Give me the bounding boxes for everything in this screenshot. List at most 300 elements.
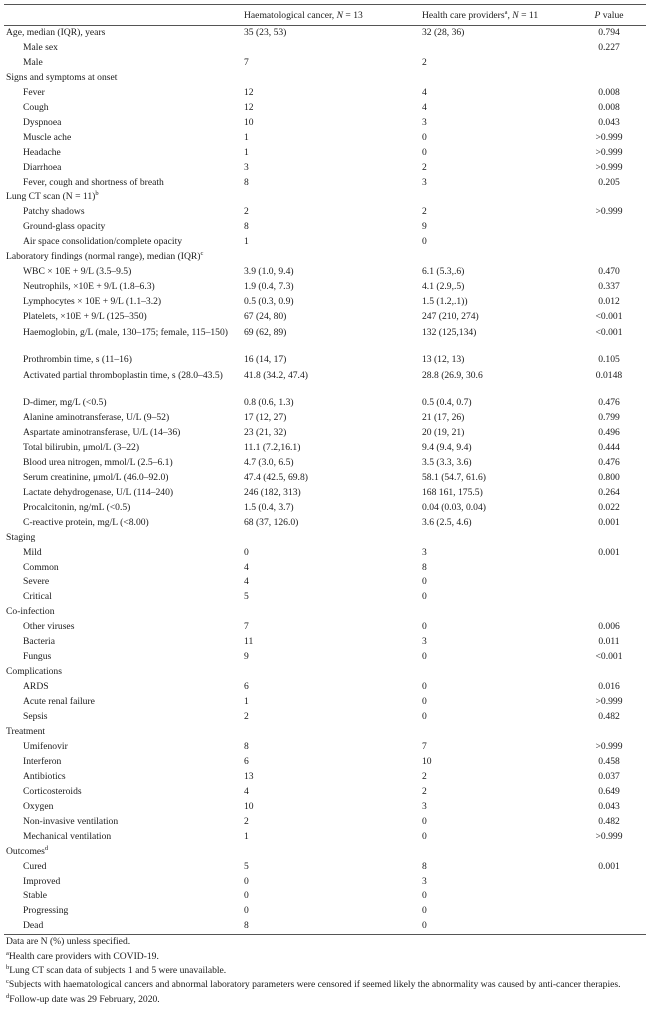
- haematological-value: 11.1 (7.2,16.1): [244, 441, 301, 453]
- table-row: [4, 546, 646, 561]
- table-row: [4, 471, 646, 486]
- haematological-value: 68 (37, 126.0): [244, 516, 299, 528]
- table-row: [4, 176, 646, 191]
- table-row: [4, 725, 646, 740]
- p-value: 0.482: [598, 711, 620, 723]
- p-value: 0.001: [598, 516, 620, 528]
- providers-value: 28.8 (26.9, 30.6: [422, 370, 483, 382]
- row-label: Prothrombin time, s (11–16): [23, 354, 132, 366]
- haematological-value: 7: [244, 621, 249, 633]
- row-label: Lymphocytes × 10E + 9/L (1.1–3.2): [23, 296, 162, 308]
- table-row: [4, 501, 646, 516]
- row-label: Activated partial thromboplastin time, s (28.0–43.5): [23, 370, 223, 382]
- haematological-value: 1: [244, 236, 249, 248]
- haematological-value: 1: [244, 146, 249, 158]
- providers-value: 0: [422, 830, 427, 842]
- p-value: [570, 845, 646, 860]
- p-value: 0.001: [598, 546, 620, 558]
- providers-value: 0: [422, 236, 427, 248]
- p-value: 0.470: [598, 266, 620, 278]
- providers-value: 10: [422, 755, 432, 767]
- table-row: [4, 325, 646, 353]
- table-row: [4, 26, 646, 41]
- providers-value: [420, 665, 570, 680]
- footnote: $^a$Health care providers with COVID-19.: [6, 949, 159, 962]
- haematological-value: 0.5 (0.3, 0.9): [244, 296, 294, 308]
- row-label: Lactate dehydrogenase, U/L (114–240): [23, 486, 174, 498]
- p-value: 0.006: [598, 621, 620, 633]
- section-heading: Treatment: [6, 725, 46, 737]
- table-row: [4, 56, 646, 71]
- providers-value: [420, 41, 570, 56]
- p-value: [570, 71, 646, 86]
- row-label: Alanine aminotransferase, U/L (9–52): [23, 411, 170, 423]
- haematological-value: 6: [244, 681, 249, 693]
- haematological-value: 2: [244, 711, 249, 723]
- providers-value: 3.6 (2.5, 4.6): [422, 516, 472, 528]
- p-value: 0.105: [598, 354, 620, 366]
- haematological-value: 9: [244, 651, 249, 663]
- table-row: [4, 740, 646, 755]
- row-label: Aspartate aminotransferase, U/L (14–36): [23, 426, 181, 438]
- row-label: Mechanical ventilation: [23, 830, 112, 842]
- row-label: Fever, cough and shortness of breath: [23, 176, 164, 188]
- row-label: Male sex: [23, 41, 58, 53]
- providers-value: [420, 605, 570, 620]
- table-row: [4, 116, 646, 131]
- providers-value: 4: [422, 101, 427, 113]
- header-health-care-providers: Health care providers$^a$, N = 11: [420, 5, 570, 26]
- providers-value: 2: [422, 56, 427, 68]
- table-row: [4, 845, 646, 860]
- section-heading: Laboratory findings (normal range), median (IQR)$^c$: [6, 250, 204, 263]
- p-value: [570, 725, 646, 740]
- p-value: 0.799: [598, 411, 620, 423]
- section-heading: Signs and symptoms at onset: [6, 71, 118, 83]
- providers-value: 21 (17, 26): [422, 411, 465, 423]
- p-value: [570, 605, 646, 620]
- p-value: [570, 904, 646, 919]
- row-label: Interferon: [23, 755, 62, 767]
- p-value: 0.227: [598, 41, 620, 53]
- table-row: [4, 770, 646, 785]
- table-row: [4, 830, 646, 845]
- footnote: $^b$Lung CT scan data of subjects 1 and 5 were unavailable.: [6, 964, 227, 977]
- table-body: [4, 26, 646, 935]
- p-value: [570, 561, 646, 576]
- haematological-value: [242, 845, 420, 860]
- row-label: Umifenovir: [23, 740, 68, 752]
- table-row: [4, 220, 646, 235]
- p-value: [570, 56, 646, 71]
- p-value: 0.022: [598, 501, 620, 513]
- haematological-value: 8: [242, 919, 420, 934]
- table-row: [4, 146, 646, 161]
- haematological-value: 67 (24, 80): [244, 311, 287, 323]
- row-label: C-reactive protein, mg/L (<8.00): [23, 516, 149, 528]
- row-label: Mild: [23, 546, 42, 558]
- row-label: Air space consolidation/complete opacity: [23, 236, 183, 248]
- haematological-value: 246 (182, 313): [244, 486, 301, 498]
- haematological-value: 4: [244, 576, 249, 588]
- row-label: Haemoglobin, g/L (male, 130–175; female, 115–150): [23, 327, 228, 339]
- haematological-value: 23 (21, 32): [244, 426, 287, 438]
- section-heading: Co-infection: [6, 606, 55, 618]
- haematological-value: [242, 250, 420, 265]
- table-row: [4, 635, 646, 650]
- table-row: [4, 904, 646, 919]
- table-row: [4, 41, 646, 56]
- table-row: [4, 531, 646, 546]
- row-label: Progressing: [23, 905, 69, 917]
- table-header-row: [4, 5, 646, 26]
- table-row: [4, 71, 646, 86]
- haematological-value: 35 (23, 53): [244, 27, 287, 38]
- p-value: 0.444: [598, 441, 620, 453]
- haematological-value: 0: [244, 890, 249, 902]
- row-label: Corticosteroids: [23, 785, 82, 797]
- table-row: [4, 161, 646, 176]
- row-label: D-dimer, mg/L (<0.5): [23, 397, 107, 409]
- haematological-value: 4: [244, 561, 249, 573]
- p-value: <0.001: [595, 311, 623, 323]
- p-value: 0.482: [598, 815, 620, 827]
- header-haematological-cancer: Haematological cancer, N = 13: [242, 5, 420, 26]
- table-row: [4, 620, 646, 635]
- providers-value: 168 161, 175.5): [422, 486, 483, 498]
- row-label: Bacteria: [23, 636, 55, 648]
- table-row: [4, 353, 646, 368]
- haematological-value: 5: [244, 591, 249, 603]
- table-row: [4, 605, 646, 620]
- p-value: >0.999: [595, 131, 623, 143]
- p-value: 0.043: [598, 800, 620, 812]
- providers-value: 0: [420, 919, 570, 934]
- providers-value: 2: [422, 785, 427, 797]
- haematological-value: 4: [244, 785, 249, 797]
- haematological-value: 17 (12, 27): [244, 411, 287, 423]
- haematological-value: [242, 605, 420, 620]
- table-row: [4, 680, 646, 695]
- p-value: >0.999: [595, 206, 623, 218]
- haematological-value: 2: [244, 206, 249, 218]
- haematological-value: 11: [244, 636, 254, 648]
- haematological-value: 1.9 (0.4, 7.3): [244, 281, 294, 293]
- p-value: 0.008: [598, 101, 620, 113]
- table-row: [4, 815, 646, 830]
- table-row: [4, 205, 646, 220]
- section-heading: Staging: [6, 531, 36, 543]
- row-label: Ground-glass opacity: [23, 221, 106, 233]
- providers-value: 3: [422, 546, 427, 558]
- footnote: Data are N (%) unless specified.: [6, 936, 131, 947]
- table-row: [4, 575, 646, 590]
- table-row: [4, 590, 646, 605]
- row-label: ARDS: [23, 681, 49, 693]
- table-row: [4, 650, 646, 665]
- row-label: Headache: [23, 146, 61, 158]
- header-p-value: P value: [570, 5, 646, 26]
- row-label: Other viruses: [23, 621, 75, 633]
- haematological-value: 41.8 (34.2, 47.4): [244, 370, 308, 382]
- p-value: [570, 919, 646, 934]
- table-row: [4, 250, 646, 265]
- table-row: [4, 265, 646, 280]
- table-row: [4, 665, 646, 680]
- providers-value: 0: [422, 815, 427, 827]
- providers-value: 0: [422, 890, 427, 902]
- providers-value: [420, 71, 570, 86]
- providers-value: 0: [422, 681, 427, 693]
- row-label: WBC × 10E + 9/L (3.5–9.5): [23, 266, 132, 278]
- row-label: Procalcitonin, ng/mL (<0.5): [23, 501, 131, 513]
- providers-value: 8: [422, 860, 427, 872]
- p-value: [570, 250, 646, 265]
- p-value: 0.0148: [595, 370, 623, 382]
- table-row: [4, 310, 646, 325]
- row-label: Cough: [23, 101, 49, 113]
- p-value: >0.999: [595, 161, 623, 173]
- table-row: [4, 800, 646, 815]
- table-row: [4, 516, 646, 531]
- row-label: Blood urea nitrogen, mmol/L (2.5–6.1): [23, 456, 173, 468]
- providers-value: 8: [422, 561, 427, 573]
- p-value: >0.999: [595, 696, 623, 708]
- haematological-value: 2: [244, 815, 249, 827]
- providers-value: 0: [422, 711, 427, 723]
- providers-value: 1.5 (1.2,.1)): [422, 296, 468, 308]
- haematological-value: 3.9 (1.0, 9.4): [244, 266, 294, 278]
- p-value: 0.496: [598, 426, 620, 438]
- providers-value: 0: [422, 621, 427, 633]
- row-label: Cured: [23, 860, 47, 872]
- providers-value: 6.1 (5.3,.6): [422, 266, 465, 278]
- table-row: [4, 860, 646, 875]
- p-value: 0.800: [598, 471, 620, 483]
- row-label: Antibiotics: [23, 770, 66, 782]
- haematological-value: [242, 725, 420, 740]
- p-value: [570, 235, 646, 250]
- haematological-value: [242, 665, 420, 680]
- p-value: [570, 190, 646, 205]
- table-row: [4, 785, 646, 800]
- providers-value: 0: [422, 576, 427, 588]
- results-table: [4, 4, 646, 935]
- p-value: 0.016: [598, 681, 620, 693]
- row-label: Common: [23, 561, 59, 573]
- providers-value: [420, 190, 570, 205]
- providers-value: [420, 845, 570, 860]
- table-row: [4, 710, 646, 725]
- p-value: [570, 220, 646, 235]
- p-value: 0.205: [598, 176, 620, 188]
- haematological-value: 10: [244, 800, 254, 812]
- haematological-value: 13: [244, 770, 254, 782]
- p-value: 0.458: [598, 755, 620, 767]
- haematological-value: 47.4 (42.5, 69.8): [244, 471, 308, 483]
- row-label: Fungus: [23, 651, 52, 663]
- providers-value: 9.4 (9.4, 9.4): [422, 441, 472, 453]
- table-row: [4, 295, 646, 310]
- row-label: Critical: [23, 591, 52, 603]
- table-row: [4, 456, 646, 471]
- haematological-value: 10: [244, 116, 254, 128]
- table-row: [4, 486, 646, 501]
- haematological-value: 1: [244, 696, 249, 708]
- row-label: Oxygen: [23, 800, 54, 812]
- p-value: 0.008: [598, 86, 620, 98]
- providers-value: 0: [422, 651, 427, 663]
- providers-value: 7: [422, 740, 427, 752]
- table-row: [4, 919, 646, 934]
- table-row: [4, 755, 646, 770]
- p-value: [570, 531, 646, 546]
- haematological-value: 12: [244, 101, 254, 113]
- haematological-value: 1.5 (0.4, 3.7): [244, 501, 294, 513]
- table-row: [4, 368, 646, 396]
- p-value: 0.476: [598, 456, 620, 468]
- p-value: [570, 575, 646, 590]
- providers-value: 0: [422, 696, 427, 708]
- haematological-value: 69 (62, 89): [244, 327, 287, 339]
- p-value: 0.012: [598, 296, 620, 308]
- haematological-value: 8: [244, 740, 249, 752]
- row-label: Platelets, ×10E + 9/L (125–350): [23, 311, 147, 323]
- p-value: [570, 590, 646, 605]
- haematological-value: [242, 71, 420, 86]
- providers-value: 3: [422, 636, 427, 648]
- footnote: $^c$Subjects with haematological cancers and abnormal laboratory parameters were censored if seemed likely the abnormality was caused by anti-cancer therapies.: [6, 977, 621, 990]
- haematological-value: 4.7 (3.0, 6.5): [244, 456, 294, 468]
- providers-value: 2: [422, 161, 427, 173]
- section-heading: Lung CT scan (N = 11)$^b$: [6, 190, 99, 203]
- haematological-value: [242, 190, 420, 205]
- p-value: >0.999: [595, 740, 623, 752]
- providers-value: 32 (28, 36): [422, 27, 465, 38]
- row-label: Neutrophils, ×10E + 9/L (1.8–6.3): [23, 281, 155, 293]
- row-label: Acute renal failure: [23, 696, 95, 708]
- haematological-value: 7: [244, 56, 249, 68]
- providers-value: 2: [422, 206, 427, 218]
- p-value: >0.999: [595, 146, 623, 158]
- providers-value: 3: [422, 176, 427, 188]
- row-label: Patchy shadows: [23, 206, 85, 218]
- p-value: 0.011: [598, 636, 620, 648]
- providers-value: 0.04 (0.03, 0.04): [422, 501, 486, 513]
- table-row: [4, 426, 646, 441]
- providers-value: 0: [422, 591, 427, 603]
- providers-value: 3: [422, 875, 427, 887]
- p-value: <0.001: [595, 651, 623, 663]
- table-row: [4, 235, 646, 250]
- p-value: [570, 875, 646, 890]
- haematological-value: 16 (14, 17): [244, 354, 287, 366]
- haematological-value: 6: [244, 755, 249, 767]
- table-row: [4, 561, 646, 576]
- providers-value: 9: [422, 221, 427, 233]
- providers-value: [420, 725, 570, 740]
- row-label: Diarrhoea: [23, 161, 62, 173]
- row-label: Sepsis: [23, 711, 48, 723]
- providers-value: 4: [422, 86, 427, 98]
- haematological-value: 8: [244, 176, 249, 188]
- row-label: Male: [23, 56, 43, 68]
- providers-value: 3.5 (3.3, 3.6): [422, 456, 472, 468]
- providers-value: 132 (125,134): [422, 327, 477, 339]
- providers-value: 0: [422, 146, 427, 158]
- row-label: Improved: [23, 875, 61, 887]
- p-value: <0.001: [595, 327, 623, 339]
- section-heading: Complications: [6, 666, 62, 678]
- p-value: 0.037: [598, 770, 620, 782]
- haematological-value: [242, 531, 420, 546]
- providers-value: 0: [422, 131, 427, 143]
- providers-value: 2: [422, 770, 427, 782]
- row-label: Dead: [4, 919, 242, 934]
- header-variable: [4, 5, 242, 26]
- row-label: Dyspnoea: [23, 116, 62, 128]
- p-value: 0.649: [598, 785, 620, 797]
- haematological-value: [242, 41, 420, 56]
- row-label: Total bilirubin, μmol/L (3–22): [23, 441, 140, 453]
- p-value: 0.264: [598, 486, 620, 498]
- providers-value: 13 (12, 13): [422, 354, 465, 366]
- haematological-value: 1: [244, 131, 249, 143]
- row-label: Muscle ache: [23, 131, 72, 143]
- p-value: 0.001: [598, 860, 620, 872]
- table-row: [4, 889, 646, 904]
- section-heading: Age, median (IQR), years: [6, 27, 106, 38]
- haematological-value: 0: [244, 905, 249, 917]
- haematological-value: 0: [244, 546, 249, 558]
- row-label: Serum creatinine, μmol/L (46.0–92.0): [23, 471, 169, 483]
- p-value: 0.794: [598, 27, 620, 38]
- table-row: [4, 695, 646, 710]
- section-heading: Outcomes$^d$: [6, 844, 49, 857]
- table-row: [4, 190, 646, 205]
- table-footnotes: [6, 935, 638, 1007]
- p-value: 0.476: [598, 397, 620, 409]
- providers-value: [420, 531, 570, 546]
- providers-value: 20 (19, 21): [422, 426, 465, 438]
- providers-value: 3: [422, 116, 427, 128]
- providers-value: 58.1 (54.7, 61.6): [422, 471, 486, 483]
- providers-value: 4.1 (2.9,.5): [422, 281, 465, 293]
- table-row: [4, 396, 646, 411]
- providers-value: 0: [422, 905, 427, 917]
- p-value: >0.999: [595, 830, 623, 842]
- providers-value: 247 (210, 274): [422, 311, 479, 323]
- providers-value: [420, 250, 570, 265]
- row-label: Stable: [23, 890, 47, 902]
- table-row: [4, 875, 646, 890]
- row-label: Fever: [23, 86, 45, 98]
- haematological-value: 0: [244, 875, 249, 887]
- haematological-value: 5: [244, 860, 249, 872]
- p-value: [570, 665, 646, 680]
- haematological-value: 12: [244, 86, 254, 98]
- row-label: Non-invasive ventilation: [23, 815, 119, 827]
- table-row: [4, 411, 646, 426]
- p-value: 0.043: [598, 116, 620, 128]
- table-row: [4, 131, 646, 146]
- providers-value: 3: [422, 800, 427, 812]
- providers-value: 0.5 (0.4, 0.7): [422, 397, 472, 409]
- table-row: [4, 280, 646, 295]
- p-value: [570, 889, 646, 904]
- haematological-value: 8: [244, 221, 249, 233]
- haematological-value: 1: [244, 830, 249, 842]
